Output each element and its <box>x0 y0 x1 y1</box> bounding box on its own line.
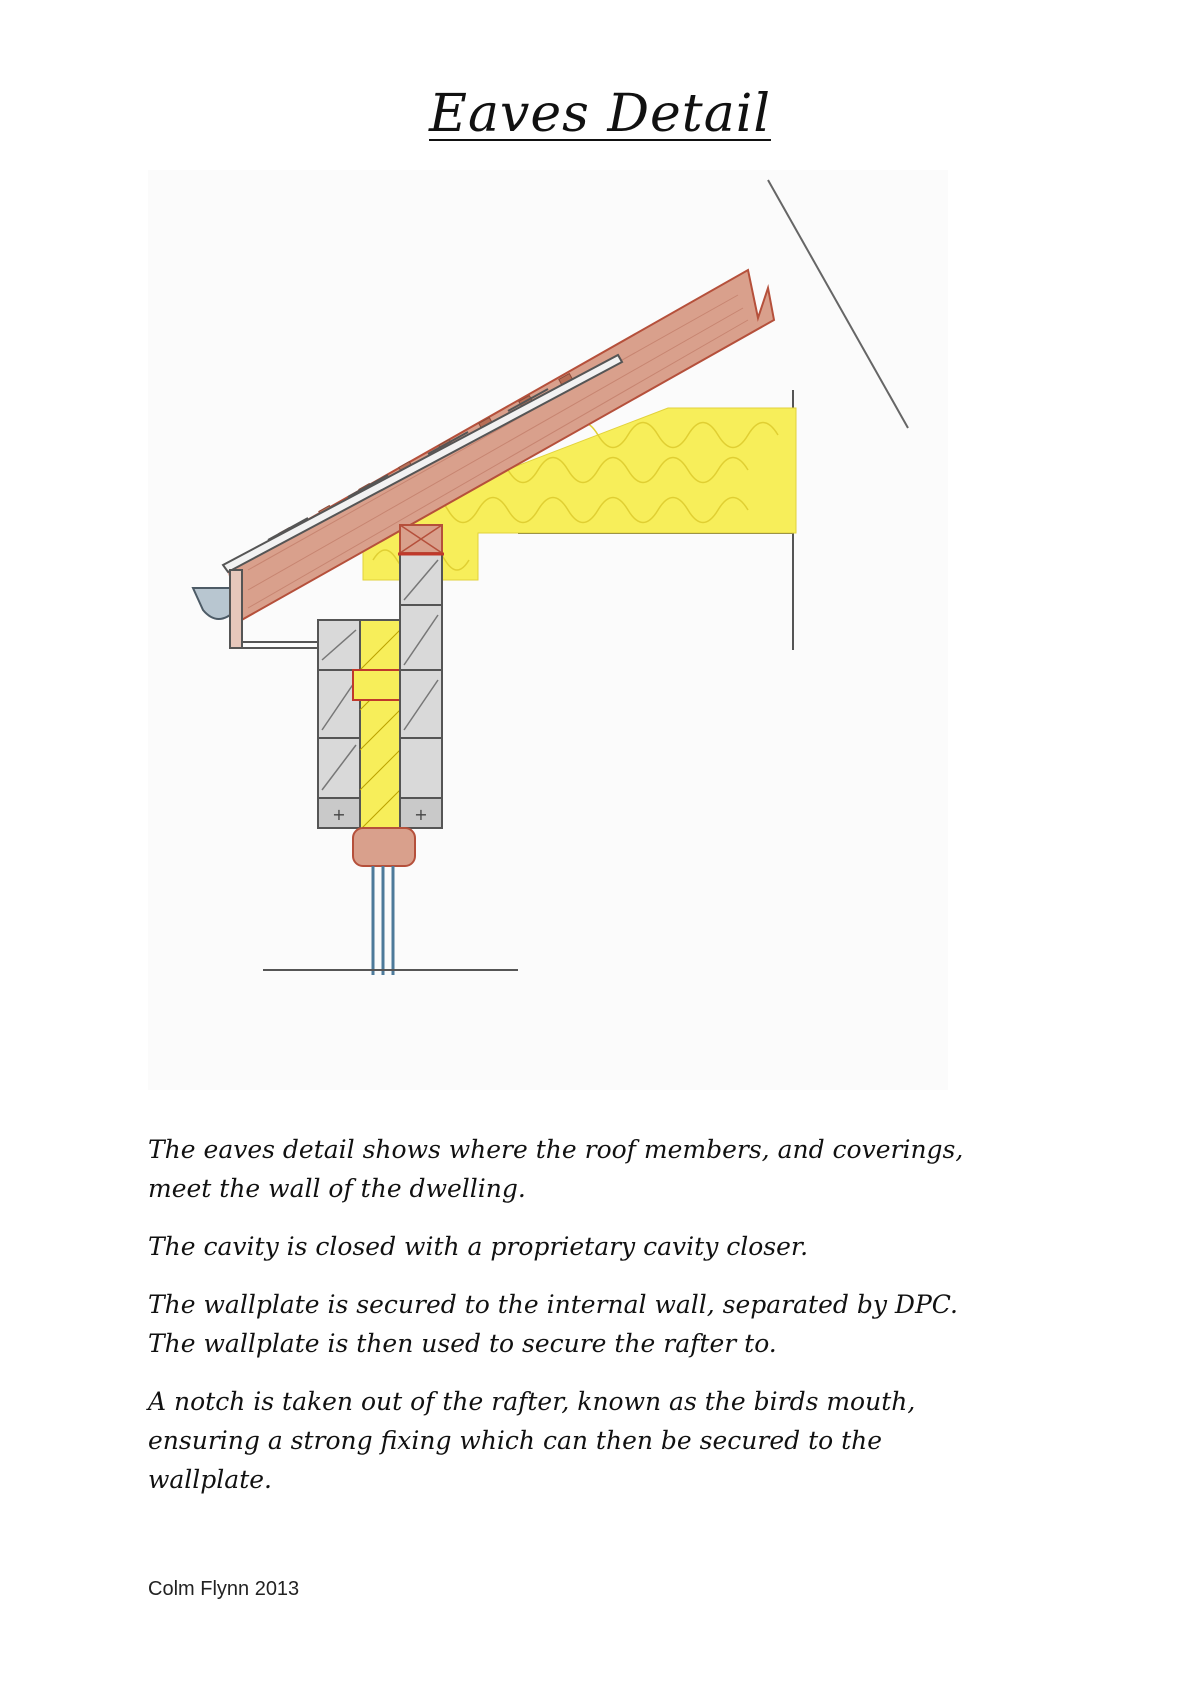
svg-text:+: + <box>414 805 428 824</box>
author-footer: Colm Flynn 2013 <box>148 1578 300 1600</box>
paragraph-4-line-1: A notch is taken out of the rafter, known as the birds mouth, <box>148 1387 916 1416</box>
soffit-board <box>242 642 318 648</box>
paragraph-3-line-1: The wallplate is secured to the internal wall, separated by DPC. <box>148 1290 958 1319</box>
paragraph-2-line-1: The cavity is closed with a proprietary cavity closer. <box>148 1232 809 1261</box>
svg-text:+: + <box>332 805 346 824</box>
paragraph-4-line-3: wallplate. <box>148 1465 272 1494</box>
description-text <box>148 1130 1068 1518</box>
construction-line <box>768 180 908 428</box>
paragraph-1-line-1: The eaves detail shows where the roof members, and coverings, <box>148 1135 964 1164</box>
paragraph-3 <box>148 1285 1068 1363</box>
paragraph-4 <box>148 1382 1068 1499</box>
ceiling-line <box>518 533 793 650</box>
eaves-detail-drawing <box>148 170 948 1090</box>
paragraph-2 <box>148 1227 1068 1266</box>
inner-leaf-blockwork <box>400 550 442 828</box>
paragraph-4-line-2: ensuring a strong fixing which can then be secured to the <box>148 1426 883 1455</box>
page-title: Eaves Detail <box>429 84 771 144</box>
cavity-insulation <box>360 620 400 835</box>
window-head <box>353 828 415 866</box>
paragraph-3-line-2: The wallplate is then used to secure the rafter to. <box>148 1329 777 1358</box>
outer-leaf-blockwork <box>318 620 360 828</box>
window-glazing <box>373 866 393 975</box>
paragraph-1 <box>148 1130 1068 1208</box>
fascia-board <box>230 570 242 648</box>
paragraph-1-line-2: meet the wall of the dwelling. <box>148 1174 526 1203</box>
